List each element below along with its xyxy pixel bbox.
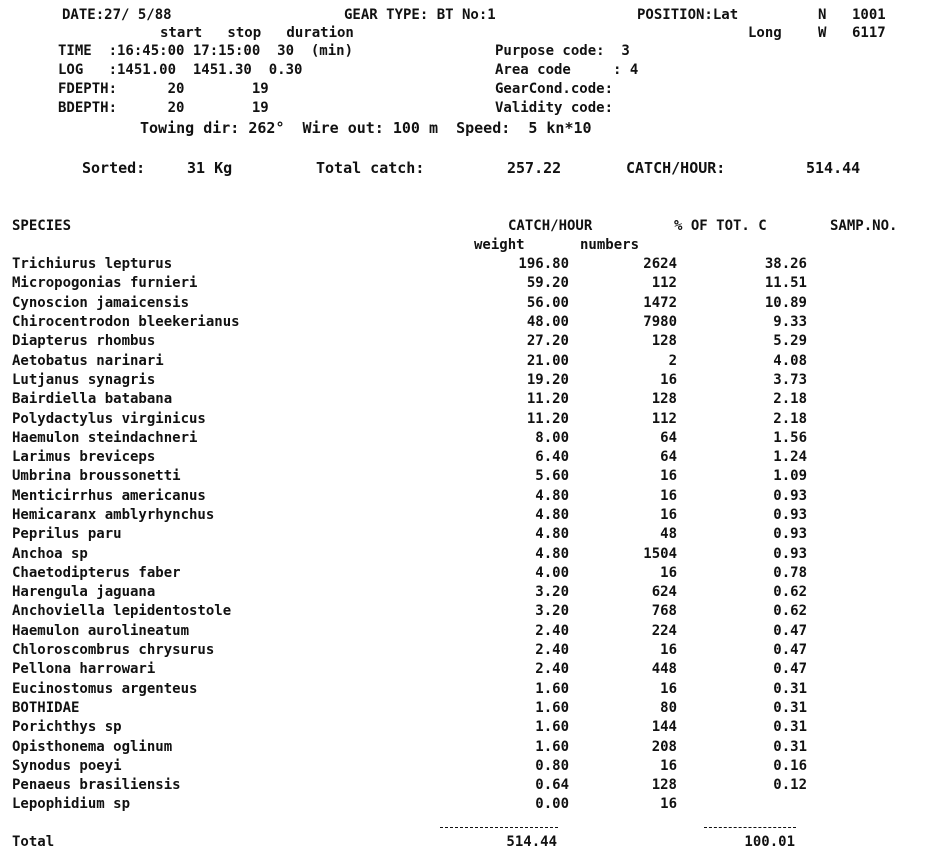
species-name: Micropogonias furnieri	[12, 275, 198, 292]
species-name: Larimus breviceps	[12, 449, 156, 466]
table-row	[12, 718, 807, 737]
percent-total-header: % OF TOT. C	[674, 218, 767, 234]
numbers-cell: 208	[651, 738, 677, 755]
time-row: TIME :16:45:00 17:15:00 30 (min)	[58, 43, 354, 59]
species-table	[12, 255, 807, 815]
weight-cell: 0.00	[535, 796, 569, 813]
species-name: Lutjanus synagris	[12, 371, 156, 388]
percent-cell: 0.47	[773, 622, 807, 639]
numbers-cell: 16	[660, 680, 677, 697]
weight-cell: 1.60	[535, 680, 569, 697]
numbers-cell: 16	[660, 757, 677, 774]
numbers-header: numbers	[580, 237, 640, 253]
weight-cell: 5.60	[535, 468, 569, 485]
weight-cell: 8.00	[535, 429, 569, 446]
percent-cell: 0.47	[773, 642, 807, 659]
weight-cell: 1.60	[535, 719, 569, 736]
percent-cell: 0.31	[773, 719, 807, 736]
numbers-cell: 16	[660, 796, 677, 813]
species-name: Eucinostomus argenteus	[12, 680, 198, 697]
numbers-cell: 112	[651, 410, 677, 427]
table-row	[12, 737, 807, 756]
long-direction: W	[818, 25, 827, 41]
numbers-cell: 2624	[643, 256, 677, 273]
lat-direction: N	[818, 7, 827, 23]
numbers-cell: 16	[660, 507, 677, 523]
numbers-cell: 7980	[643, 314, 677, 331]
species-name: Harengula jaguana	[12, 584, 156, 601]
table-row	[12, 313, 807, 332]
bdepth-row: BDEPTH: 20 19	[58, 100, 269, 116]
species-name: Penaeus brasiliensis	[12, 777, 181, 794]
percent-cell: 38.26	[764, 256, 807, 273]
date-field: DATE:27/ 5/88	[62, 7, 172, 23]
species-name: Trichiurus lepturus	[12, 256, 173, 273]
position-label: POSITION:Lat	[637, 7, 739, 23]
percent-cell: 2.18	[773, 410, 807, 427]
percent-cell: 0.93	[773, 545, 807, 562]
catch-hour-header: CATCH/HOUR	[508, 218, 593, 234]
weight-cell: 11.20	[526, 391, 569, 408]
weight-cell: 196.80	[518, 256, 569, 273]
percent-cell: 0.31	[773, 738, 807, 755]
species-name: Porichthys sp	[12, 719, 122, 736]
species-name: Umbrina broussonetti	[12, 468, 181, 485]
fdepth-row: FDEPTH: 20 19	[58, 81, 269, 97]
weight-cell: 2.40	[535, 622, 569, 639]
table-row	[12, 332, 807, 351]
percent-cell: 1.09	[773, 468, 807, 485]
species-name: Menticirrhus americanus	[12, 487, 206, 504]
species-name: Chaetodipterus faber	[12, 564, 181, 581]
catch-hour-label: CATCH/HOUR:	[626, 159, 726, 177]
numbers-cell: 16	[660, 468, 677, 485]
numbers-cell: 16	[660, 564, 677, 581]
numbers-cell: 16	[660, 642, 677, 659]
numbers-cell: 48	[660, 526, 677, 543]
lat-value: 1001	[852, 7, 886, 23]
species-header: SPECIES	[12, 218, 72, 234]
weight-header: weight	[474, 237, 525, 253]
species-name: Haemulon aurolineatum	[12, 622, 190, 639]
numbers-cell: 128	[651, 333, 677, 350]
long-value: 6117	[852, 25, 886, 41]
gear-condition-code: GearCond.code:	[495, 81, 614, 97]
numbers-cell: 128	[651, 777, 677, 794]
percent-cell: 0.31	[773, 680, 807, 697]
species-name: Cynoscion jamaicensis	[12, 294, 190, 311]
numbers-cell: 768	[651, 603, 677, 620]
long-label: Long	[748, 25, 782, 41]
table-row	[12, 660, 807, 679]
percent-cell: 3.73	[773, 371, 807, 388]
table-row	[12, 641, 807, 660]
table-row	[12, 467, 807, 486]
purpose-code: Purpose code: 3	[495, 43, 630, 59]
weight-cell: 19.20	[526, 371, 569, 388]
species-name: Opisthonema oglinum	[12, 738, 173, 755]
weight-cell: 3.20	[535, 603, 569, 620]
table-row	[12, 390, 807, 409]
validity-code: Validity code:	[495, 100, 614, 116]
percent-cell: 9.33	[773, 314, 807, 331]
table-row	[12, 409, 807, 428]
table-row	[12, 699, 807, 718]
total-weight-rule	[440, 827, 558, 828]
percent-cell: 0.47	[773, 661, 807, 678]
percent-cell: 1.56	[773, 429, 807, 446]
numbers-cell: 16	[660, 371, 677, 388]
towing-info: Towing dir: 262° Wire out: 100 m Speed: 5 kn*10	[140, 119, 592, 137]
table-row	[12, 602, 807, 621]
numbers-cell: 1472	[643, 294, 677, 311]
species-name: Diapterus rhombus	[12, 333, 156, 350]
table-row	[12, 487, 807, 506]
numbers-cell: 112	[651, 275, 677, 292]
percent-cell	[677, 795, 807, 814]
species-name: Peprilus paru	[12, 526, 122, 543]
species-name: BOTHIDAE	[12, 699, 80, 716]
weight-cell: 4.80	[535, 545, 569, 562]
sample-number-header: SAMP.NO.	[830, 218, 898, 234]
species-name: Lepophidium sp	[12, 796, 131, 813]
species-name: Bairdiella batabana	[12, 391, 173, 408]
table-row	[12, 525, 807, 544]
percent-cell: 0.93	[773, 526, 807, 543]
species-name: Anchoviella lepidentostole	[12, 603, 232, 620]
table-row	[12, 274, 807, 293]
table-row	[12, 255, 807, 274]
table-row	[12, 583, 807, 602]
table-row	[12, 351, 807, 370]
gear-type-field: GEAR TYPE: BT No:1	[344, 7, 496, 23]
species-name: Anchoa sp	[12, 545, 88, 562]
percent-cell: 10.89	[764, 294, 807, 311]
percent-cell: 2.18	[773, 391, 807, 408]
numbers-cell: 624	[651, 584, 677, 601]
table-row	[12, 776, 807, 795]
percent-cell: 0.12	[773, 777, 807, 794]
species-name: Chirocentrodon bleekerianus	[12, 314, 240, 331]
percent-cell: 1.24	[773, 449, 807, 466]
numbers-cell: 1504	[643, 545, 677, 562]
time-columns-header: start stop duration	[160, 25, 354, 41]
weight-cell: 27.20	[526, 333, 569, 350]
weight-cell: 1.60	[535, 738, 569, 755]
numbers-cell: 144	[651, 719, 677, 736]
species-name: Hemicaranx amblyrhynchus	[12, 507, 215, 523]
numbers-cell: 80	[660, 699, 677, 716]
numbers-cell: 224	[651, 622, 677, 639]
weight-cell: 3.20	[535, 584, 569, 601]
table-row	[12, 622, 807, 641]
weight-cell: 4.80	[535, 507, 569, 523]
percent-cell: 0.16	[773, 757, 807, 774]
species-name: Aetobatus narinari	[12, 352, 164, 369]
log-row: LOG :1451.00 1451.30 0.30	[58, 62, 303, 78]
weight-cell: 0.80	[535, 757, 569, 774]
catch-hour-value: 514.44	[806, 159, 861, 177]
percent-cell: 4.08	[773, 352, 807, 369]
percent-cell: 0.62	[773, 603, 807, 620]
weight-cell: 0.64	[535, 777, 569, 794]
weight-cell: 6.40	[535, 449, 569, 466]
weight-cell: 4.80	[535, 526, 569, 543]
numbers-cell: 448	[651, 661, 677, 678]
numbers-cell: 64	[660, 429, 677, 446]
percent-cell: 5.29	[773, 333, 807, 350]
table-row	[12, 429, 807, 448]
numbers-cell: 2	[668, 352, 677, 369]
percent-cell: 0.31	[773, 699, 807, 716]
percent-cell: 11.51	[764, 275, 807, 292]
table-row	[12, 294, 807, 313]
total-percent-rule	[704, 827, 796, 828]
table-row	[12, 564, 807, 583]
total-catch-value: 257.22	[507, 159, 562, 177]
weight-cell: 4.80	[535, 487, 569, 504]
total-label: Total	[12, 834, 55, 850]
percent-cell: 0.62	[773, 584, 807, 601]
weight-cell: 4.00	[535, 564, 569, 581]
species-name: Pellona harrowari	[12, 661, 156, 678]
table-row	[12, 506, 807, 525]
table-row	[12, 795, 807, 814]
total-catch-label: Total catch:	[316, 159, 425, 177]
table-row	[12, 371, 807, 390]
percent-cell: 0.93	[773, 487, 807, 504]
weight-cell: 11.20	[526, 410, 569, 427]
total-weight: 514.44	[506, 834, 557, 850]
weight-cell: 21.00	[526, 352, 569, 369]
total-percent: 100.01	[744, 834, 795, 850]
species-name: Haemulon steindachneri	[12, 429, 198, 446]
species-table-body	[12, 255, 807, 815]
table-row	[12, 757, 807, 776]
table-row	[12, 448, 807, 467]
weight-cell: 59.20	[526, 275, 569, 292]
weight-cell: 56.00	[526, 294, 569, 311]
weight-cell: 2.40	[535, 661, 569, 678]
percent-cell: 0.78	[773, 564, 807, 581]
numbers-cell: 64	[660, 449, 677, 466]
sorted-value: 31 Kg	[187, 159, 233, 177]
species-name: Chloroscombrus chrysurus	[12, 642, 215, 659]
weight-cell: 48.00	[526, 314, 569, 331]
sorted-label: Sorted:	[82, 159, 146, 177]
table-row	[12, 680, 807, 699]
numbers-cell: 16	[660, 487, 677, 504]
weight-cell: 2.40	[535, 642, 569, 659]
table-row	[12, 544, 807, 563]
numbers-cell: 128	[651, 391, 677, 408]
weight-cell: 1.60	[535, 699, 569, 716]
species-name: Polydactylus virginicus	[12, 410, 206, 427]
percent-cell: 0.93	[773, 507, 807, 523]
species-name: Synodus poeyi	[12, 757, 122, 774]
area-code: Area code : 4	[495, 62, 639, 78]
